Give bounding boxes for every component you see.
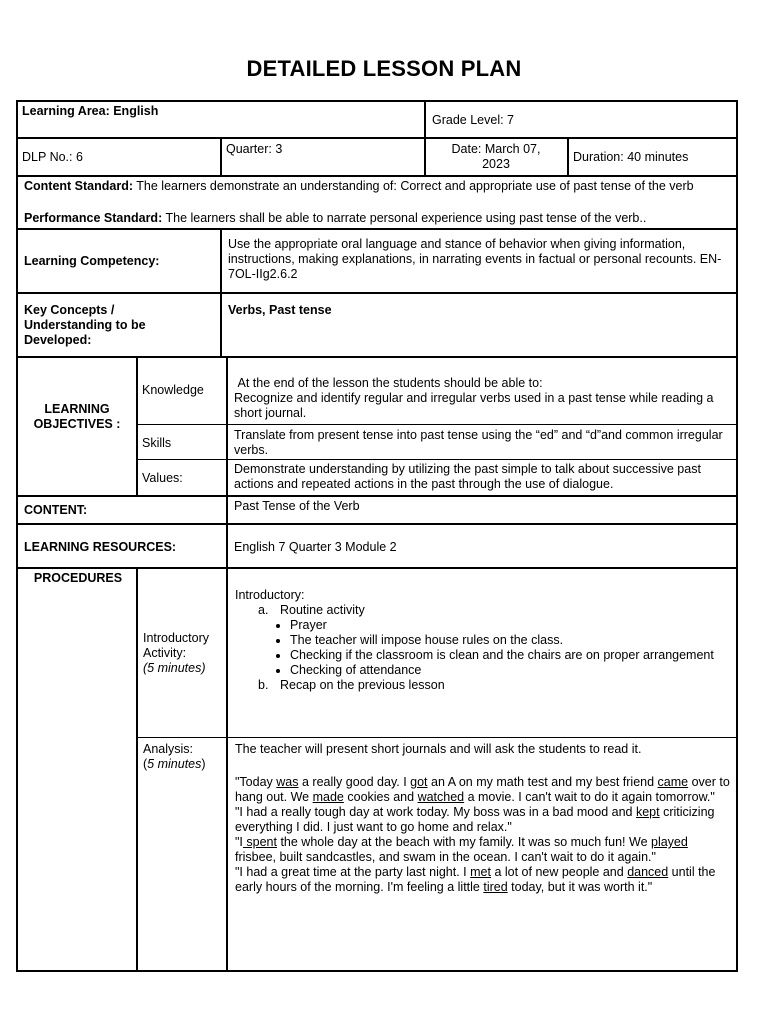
analysis-intro: The teacher will present short journals and will ask the students to read it. xyxy=(235,742,642,756)
knowledge-text xyxy=(234,376,732,421)
learning-resources-text: English 7 Quarter 3 Module 2 xyxy=(234,540,397,554)
content-standard-label: Content Standard: xyxy=(24,179,134,193)
analysis-content xyxy=(235,742,734,895)
knowledge-text-line1: At the end of the lesson the students should be able to: xyxy=(234,376,543,390)
routine-activity-item xyxy=(235,603,730,618)
learning-objectives-label: LEARNING OBJECTIVES : xyxy=(33,402,121,431)
dlp-no-cell: DLP No.: 6 xyxy=(22,150,83,164)
content-text: Past Tense of the Verb xyxy=(234,499,360,513)
introductory-activity-name: Introductory Activity: xyxy=(143,631,210,660)
introductory-content xyxy=(235,588,730,693)
values-label: Values: xyxy=(142,471,183,485)
learning-area-cell: Learning Area: English xyxy=(22,104,159,118)
key-concepts-label: Key Concepts / Understanding to be Developed: xyxy=(24,303,146,347)
skills-label: Skills xyxy=(142,436,172,450)
values-text: Demonstrate understanding by utilizing the past simple to talk about successive past actions and repeated actions in the past through the use of dialogue. xyxy=(234,462,701,491)
skills-text: Translate from present tense into past tense using the “ed” and “d”and common irregular verbs. xyxy=(234,428,723,457)
routine-bullet: • Checking of attendance xyxy=(290,663,730,678)
analysis-time: (5 minutes) xyxy=(143,757,206,771)
learning-competency-text: Use the appropriate oral language and stance of behavior when giving information, instructions, making explanations, in narrating events in factual or personal recounts. EN-7OL-IIg2.6.2 xyxy=(228,237,722,281)
analysis-name: Analysis: xyxy=(143,742,194,756)
grade-level-cell: Grade Level: 7 xyxy=(432,113,514,127)
journal-entry-4: "I had a great time at the party last night. I met a lot of new people and danced until the early hours of the morning. I'm feeling a little tired today, but it was worth it." xyxy=(235,865,719,894)
performance-standard xyxy=(24,211,732,226)
routine-bullet-list xyxy=(235,618,730,678)
recap-item xyxy=(235,678,730,693)
performance-standard-text: The learners shall be able to narrate personal experience using past tense of the verb.. xyxy=(162,211,647,225)
routine-bullet: • Prayer xyxy=(290,618,730,633)
recap-marker: b. xyxy=(258,678,269,692)
content-standard xyxy=(24,179,732,194)
quarter-cell: Quarter: 3 xyxy=(226,142,283,156)
analysis-label xyxy=(143,742,227,772)
content-standard-text: The learners demonstrate an understanding of: Correct and appropriate use of past tense of the verb xyxy=(133,179,694,193)
recap-text: Recap on the previous lesson xyxy=(280,678,445,692)
document-title: DETAILED LESSON PLAN xyxy=(246,56,522,81)
introductory-activity-label xyxy=(143,631,227,676)
knowledge-label: Knowledge xyxy=(142,383,204,397)
knowledge-text-line2: Recognize and identify regular and irregular verbs used in a past tense while reading a short journal. xyxy=(234,391,714,420)
journal-entry-1: "Today was a really good day. I got an A on my math test and my best friend came over to hang out. We made cookies and watched a movie. I can't wait to do it again tomorrow." xyxy=(235,775,734,804)
journal-entry-2: "I had a really tough day at work today. My boss was in a bad mood and kept criticizing everything I did. I just want to go home and relax." xyxy=(235,805,718,834)
duration-cell: Duration: 40 minutes xyxy=(573,150,689,164)
learning-competency-label: Learning Competency: xyxy=(24,254,160,268)
learning-resources-label: LEARNING RESOURCES: xyxy=(24,540,177,554)
routine-activity-marker: a. xyxy=(258,603,269,617)
procedures-label: PROCEDURES xyxy=(33,571,123,585)
routine-bullet: • The teacher will impose house rules on the class. xyxy=(290,633,730,648)
journal-entry-3: "I spent the whole day at the beach with my family. It was so much fun! We played frisbee, built sandcastles, and swam in the ocean. I can't wait to do it again." xyxy=(235,835,692,864)
routine-bullet: • Checking if the classroom is clean and the chairs are on proper arrangement xyxy=(290,648,730,663)
performance-standard-label: Performance Standard: xyxy=(24,211,163,225)
introductory-activity-time: (5 minutes) xyxy=(143,661,206,675)
content-label: CONTENT: xyxy=(24,503,88,517)
key-concepts-text: Verbs, Past tense xyxy=(228,303,332,317)
introductory-heading: Introductory: xyxy=(235,588,305,602)
date-cell: Date: March 07, 2023 xyxy=(451,142,541,171)
routine-activity-text: Routine activity xyxy=(280,603,365,617)
